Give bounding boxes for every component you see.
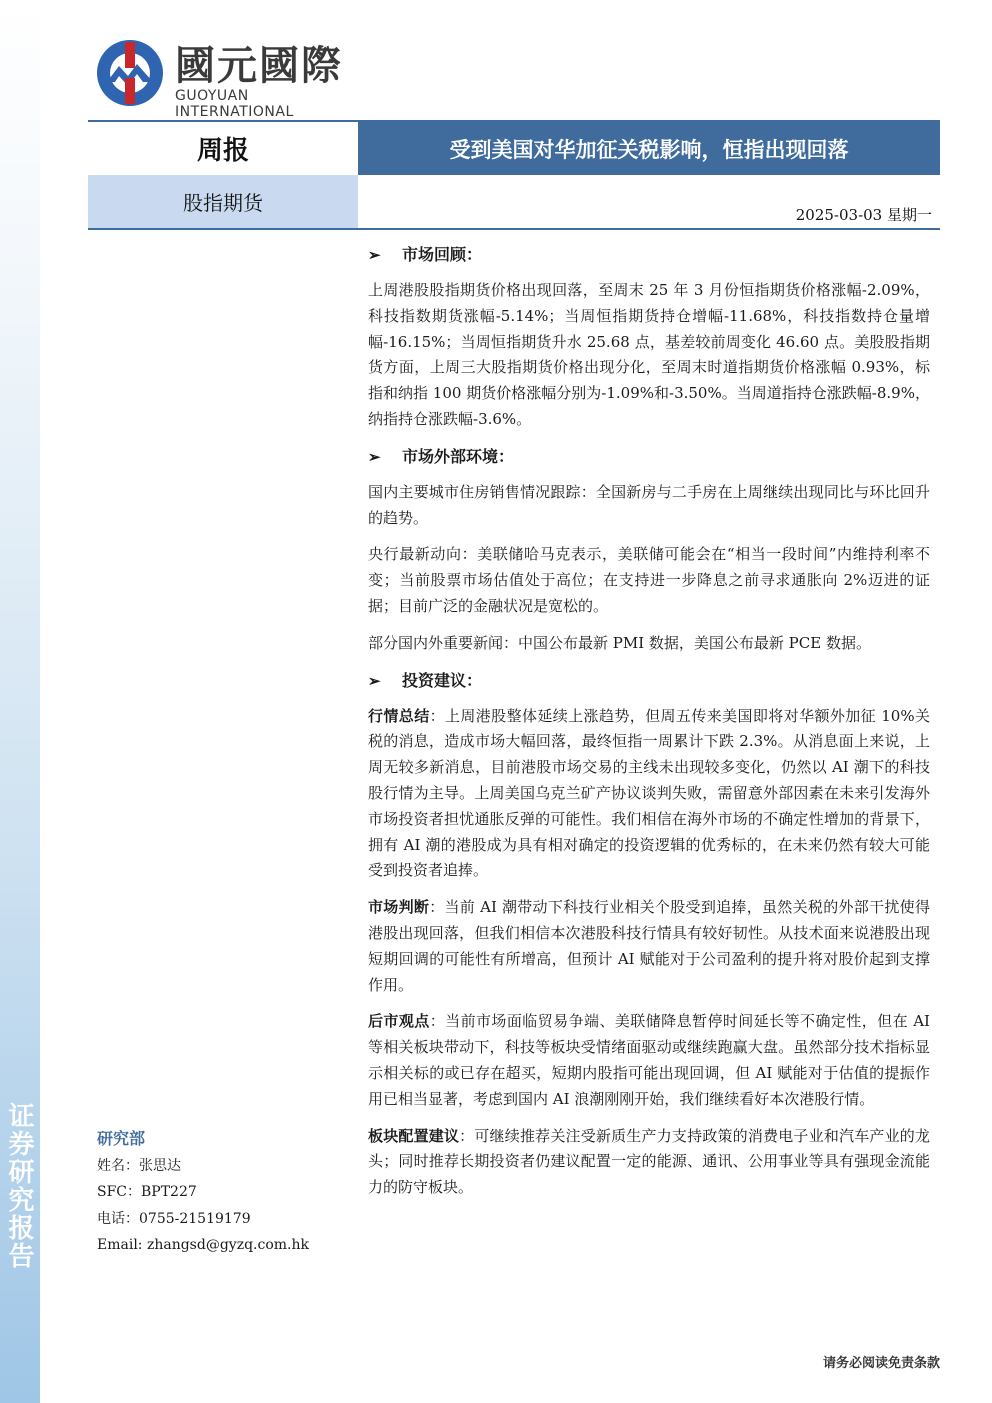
logo-mark-icon (95, 38, 165, 108)
section-investment-advice (368, 668, 930, 1201)
logo-chinese-name: 國元國際 (175, 43, 343, 89)
author-phone: 电话：0755-21519179 (97, 1210, 251, 1227)
paragraph-label: 市场判断 (368, 898, 430, 917)
paragraph: 后市观点：当前市场面临贸易争端、美联储降息暂停时间延长等不确定性，但在 AI 等相关板块带动下，科技等板块受情绪面驱动或继续跑赢大盘。虽然部分技术指标显示相关标的或已存在超买，短期内股指可能出现回调，但 AI 赋能对于估值的提振作用已相当显著，考虑到国内 AI 浪潮刚刚开始，我们继续看好本次港股行情。 (368, 1012, 930, 1108)
report-category: 股指期货 (88, 175, 358, 228)
paragraph-label: 行情总结 (368, 706, 430, 725)
author-email: Email: zhangsd@gyzq.com.hk (97, 1237, 309, 1253)
company-logo (95, 38, 365, 120)
author-department: 研究部 (97, 1129, 146, 1148)
arrow-bullet-icon: ➢ (368, 447, 381, 466)
arrow-bullet-icon: ➢ (368, 671, 381, 690)
section-heading (368, 444, 930, 470)
paragraph: 市场判断：当前 AI 潮带动下科技行业相关个股受到追捧，虽然关税的外部干扰使得港股出现回落，但我们相信本次港股科技行情具有较好韧性。从技术面来说港股出现短期回调的可能性有所增高，但预计 AI 赋能对于公司盈利的提升将对股价起到支撑作用。 (368, 898, 930, 994)
paragraph-label: 板块配置建议 (368, 1126, 460, 1145)
paragraph: 部分国内外重要新闻：中国公布最新 PMI 数据，美国公布最新 PCE 数据。 (368, 633, 871, 652)
paragraph: 上周港股股指期货价格出现回落，至周末 25 年 3 月份恒指期货价格涨幅-2.09%，科技指数期货涨幅-5.14%；当周恒指期货持仓增幅-11.68%，科技指数持仓量增幅-16.15%；当周恒指期货升水 25.68 点，基差较前周变化 46.60 点。美股股指期货方面，上周三大股指期货价格出现分化，至周末时道指期货价格涨幅 0.93%，标指和纳指 100 期货价格涨幅分别为-1.09%和-3.50%。当周道指持仓涨跌幅-8.9%，纳指持仓涨跌幅-3.6%。 (368, 281, 930, 428)
paragraph: 国内主要城市住房销售情况跟踪：全国新房与二手房在上周继续出现同比与环比回升的趋势。 (368, 482, 930, 527)
report-body (368, 242, 930, 1212)
disclaimer-note: 请务必阅读免责条款 (822, 1356, 940, 1371)
report-type: 周报 (88, 122, 358, 175)
arrow-bullet-icon: ➢ (368, 246, 381, 264)
paragraph: 板块配置建议：可继续推荐关注受新质生产力支持政策的消费电子业和汽车产业的龙头；同时推荐长期投资者仍建议配置一定的能源、通讯、公用事业等具有强现金流能力的防守板块。 (368, 1126, 930, 1197)
section-heading (368, 668, 930, 694)
logo-english-name: GUOYUAN INTERNATIONAL (175, 88, 294, 120)
report-title: 受到美国对华加征关税影响，恒指出现回落 (358, 122, 940, 175)
author-name: 姓名：张思达 (97, 1157, 181, 1174)
report-date: 2025-03-03 星期一 (795, 206, 932, 224)
section-heading-text: 市场外部环境： (402, 446, 515, 466)
section-heading-text: 市场回顾： (402, 245, 483, 264)
paragraph-label: 后市观点 (368, 1012, 430, 1031)
side-label: 证券研究报告 (4, 1102, 34, 1270)
author-info (97, 1126, 337, 1259)
paragraph: 行情总结：上周港股整体延续上涨趋势，但周五传来美国即将对华额外加征 10%关税的消息，造成市场大幅回落，最终恒指一周累计下跌 2.3%。从消息面上来说，上周无较多新消息，目前港股市场交易的主线未出现较多变化，仍然以 AI 潮下的科技股行情为主导。上周美国乌克兰矿产协议谈判失败，需留意外部因素在未来引发海外市场投资者担忧通胀反弹的可能性。我们相信在海外市场的不确定性增加的背景下，拥有 AI 潮的港股成为具有相对确定的投资逻辑的优秀标的，在未来仍然有较大可能受到投资者追捧。 (368, 706, 930, 880)
section-heading (368, 242, 930, 268)
section-external-environment (368, 444, 930, 657)
section-heading-text: 投资建议： (402, 670, 483, 690)
header-bottom-rule (88, 228, 940, 230)
paragraph: 央行最新动向：美联储哈马克表示，美联储可能会在“相当一段时间”内维持利率不变；当前股票市场估值处于高位；在支持进一步降息之前寻求通胀向 2%迈进的证据；目前广泛的金融状况是宽松的。 (368, 545, 930, 615)
section-market-review (368, 242, 930, 433)
author-sfc: SFC：BPT227 (97, 1184, 197, 1200)
